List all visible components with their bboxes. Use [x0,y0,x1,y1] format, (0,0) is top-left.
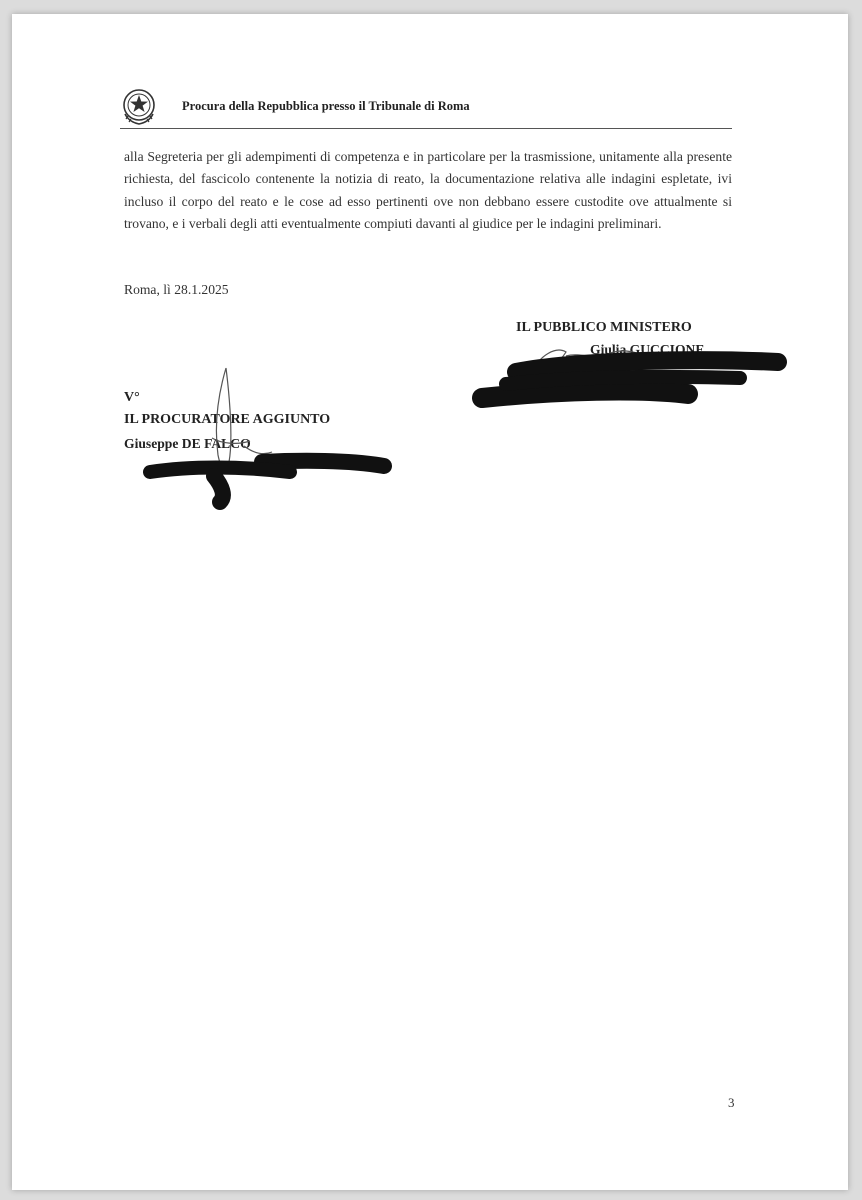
procuratore-aggiunto-name: Giuseppe DE FALCO [124,436,251,451]
pubblico-ministero-name: Giulia GUCCIONE [590,342,705,357]
page-number: 3 [728,1095,735,1110]
republic-emblem-icon [120,86,158,126]
body-paragraph: alla Segreteria per gli adempimenti di competenza e in particolare per la trasmissione, unitamente alla presente richiesta, del fascicolo contenente la notizia di reato, la documentazione relativa alle indagini espletate, ivi incluso il corpo del reato e le cose ad esso pertinenti ove non debbano essere custodite ove attualmente si trovano, e i verbali degli atti eventualmente compiuti davanti al giudice per le indagini preliminari. [124,149,732,232]
office-title: Procura della Repubblica presso il Tribunale di Roma [182,99,470,113]
place-date: Roma, lì 28.1.2025 [124,282,229,297]
body-text [124,146,732,236]
visto-mark: V° [124,390,140,405]
header-rule [120,128,732,129]
pubblico-ministero-title: IL PUBBLICO MINISTERO [516,320,692,335]
procuratore-aggiunto-title: IL PROCURATORE AGGIUNTO [124,412,331,427]
document-header [120,86,732,128]
